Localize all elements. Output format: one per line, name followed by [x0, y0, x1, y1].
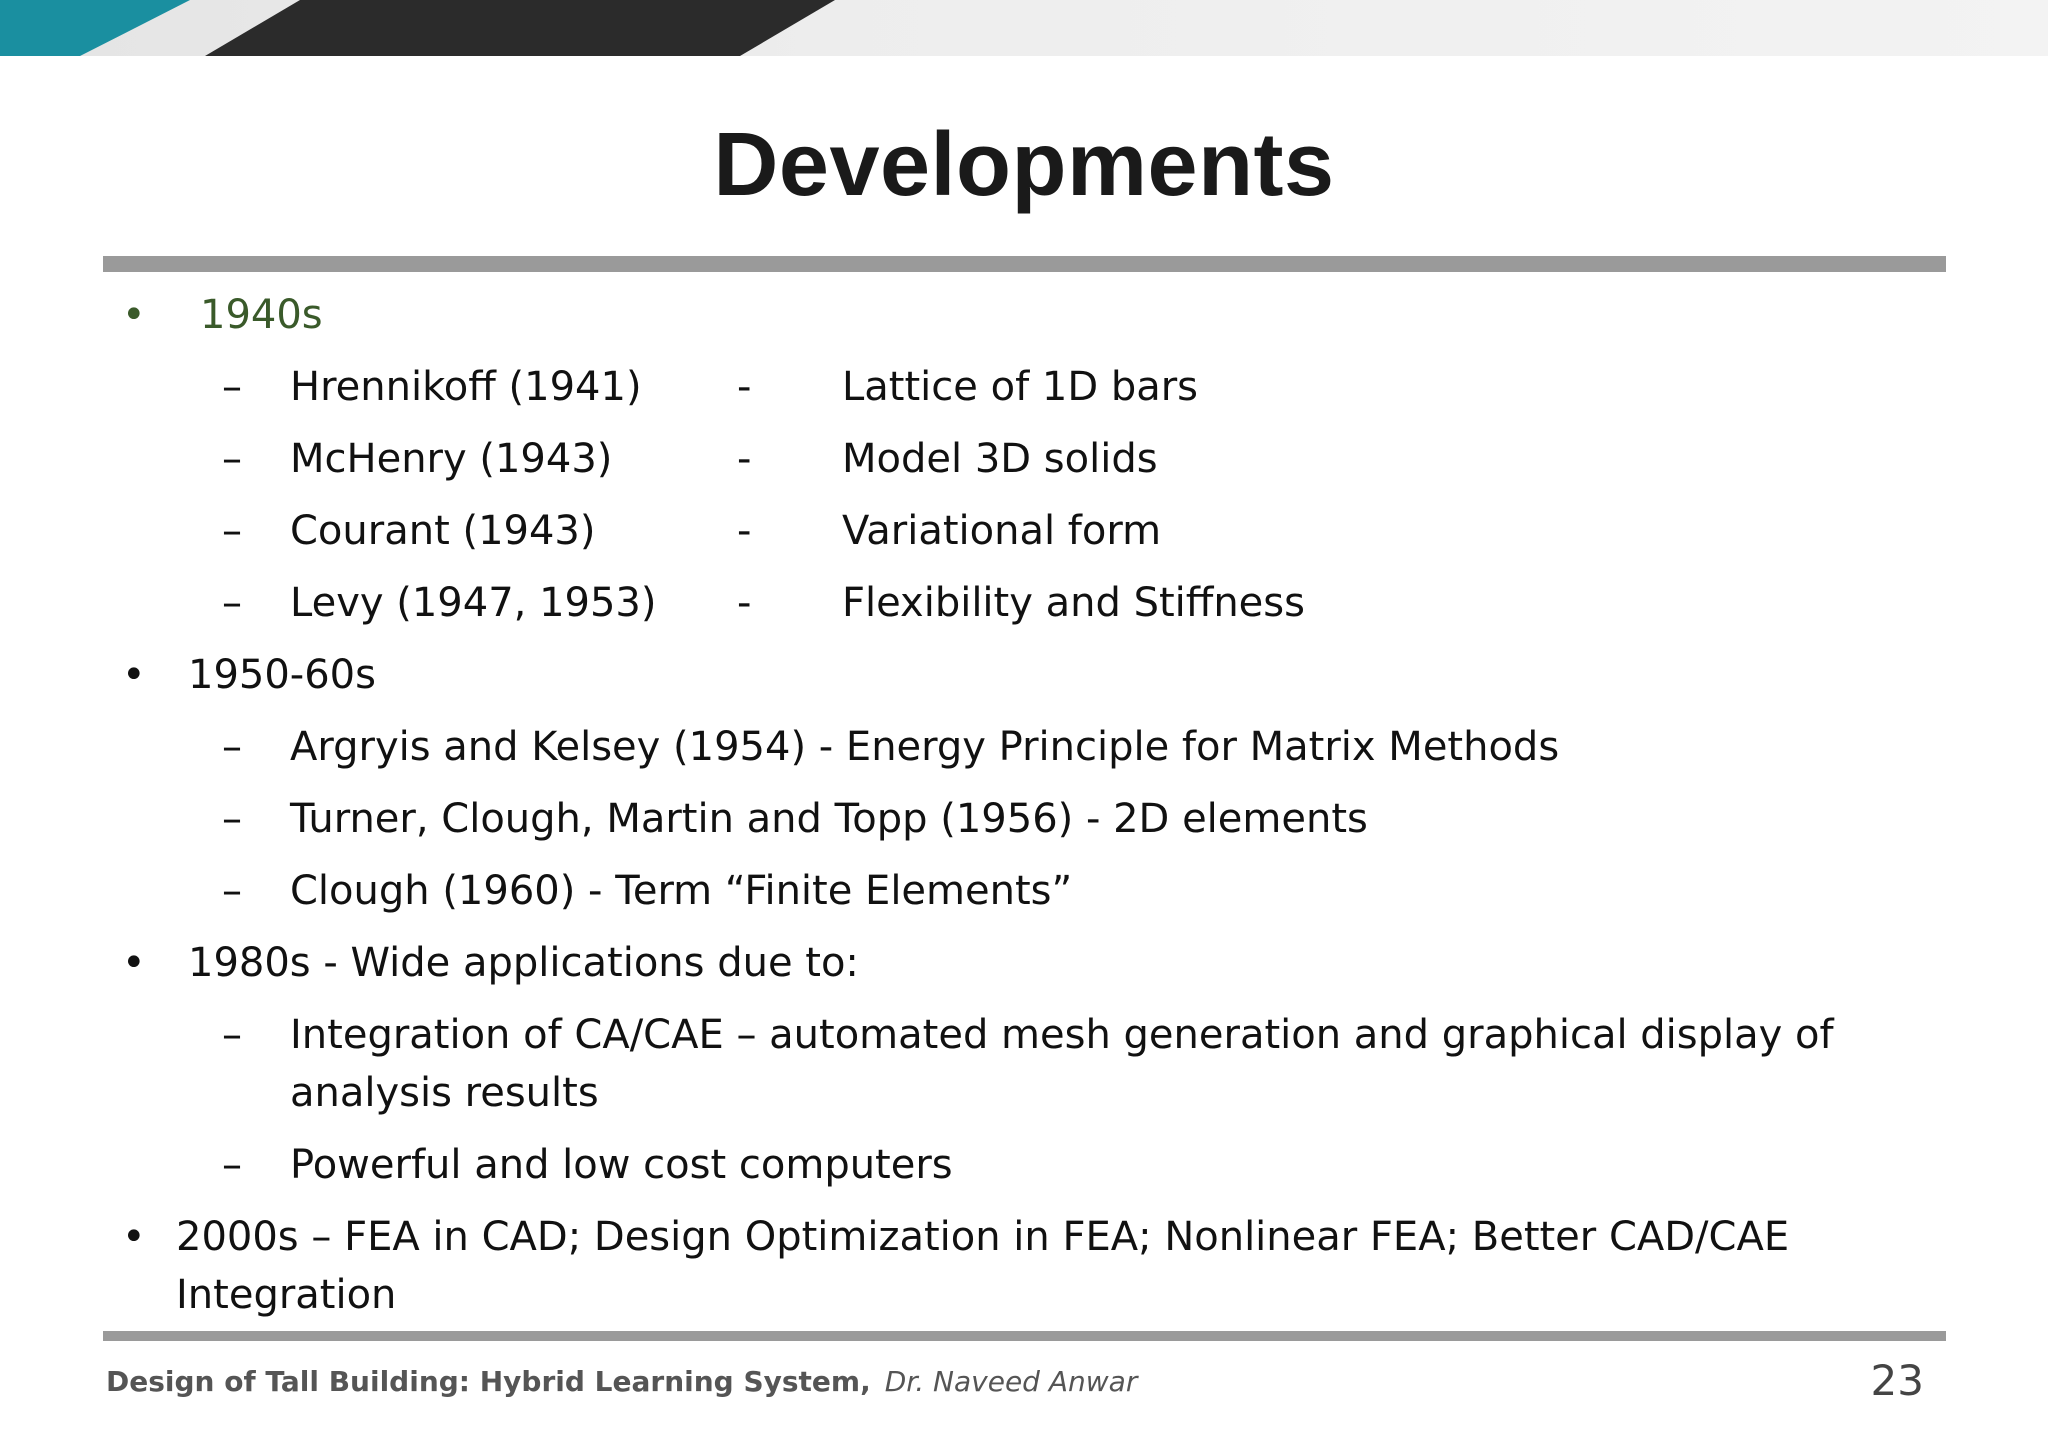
list-item: Turner, Clough, Martin and Topp (1956) - 2D elements: [290, 796, 1368, 842]
item-separator: -: [737, 364, 752, 410]
dark-accent-stripe: [205, 0, 835, 56]
dash-icon: –: [222, 868, 242, 914]
item-name: Courant (1943): [290, 508, 596, 554]
list-item: Clough (1960) - Term “Finite Elements”: [290, 868, 1073, 914]
item-description: Model 3D solids: [842, 436, 1158, 482]
bullet-icon: •: [122, 940, 146, 986]
dash-icon: –: [222, 508, 242, 554]
section-heading-2000s-line1: 2000s – FEA in CAD; Design Optimization in FEA; Nonlinear FEA; Better CAD/CAE: [176, 1214, 1790, 1260]
slide-title: Developments: [713, 115, 1335, 215]
item-name: Levy (1947, 1953): [290, 580, 657, 626]
dash-icon: –: [222, 364, 242, 410]
item-description: Variational form: [842, 508, 1162, 554]
section-heading-1950-60s: 1950-60s: [188, 652, 376, 698]
list-item: Powerful and low cost computers: [290, 1142, 953, 1188]
dash-icon: –: [222, 580, 242, 626]
section-heading-2000s-line2: Integration: [176, 1272, 397, 1318]
bullet-icon: •: [122, 652, 146, 698]
section-heading-1940s: 1940s: [200, 292, 323, 338]
item-separator: -: [737, 580, 752, 626]
item-separator: -: [737, 436, 752, 482]
section-heading-1980s: 1980s - Wide applications due to:: [188, 940, 859, 986]
title-divider: [103, 256, 1946, 272]
footer: [106, 1362, 1137, 1402]
dash-icon: –: [222, 796, 242, 842]
dash-icon: –: [222, 1142, 242, 1188]
page-number: 23: [1870, 1356, 1924, 1405]
list-item: Argryis and Kelsey (1954) - Energy Principle for Matrix Methods: [290, 724, 1560, 770]
footer-author: Dr. Naveed Anwar: [884, 1365, 1138, 1398]
list-item-line2: analysis results: [290, 1070, 599, 1116]
bullet-icon: •: [122, 1214, 146, 1260]
header-band-graphic: [0, 0, 2048, 56]
footer-course: Design of Tall Building: Hybrid Learning System,: [106, 1365, 871, 1398]
bullet-icon: •: [122, 292, 146, 338]
dash-icon: –: [222, 436, 242, 482]
list-item-line1: Integration of CA/CAE – automated mesh generation and graphical display of: [290, 1012, 1834, 1058]
item-description: Flexibility and Stiffness: [842, 580, 1305, 626]
footer-divider: [103, 1331, 1946, 1341]
item-name: McHenry (1943): [290, 436, 613, 482]
teal-accent-stripe: [0, 0, 190, 56]
item-name: Hrennikoff (1941): [290, 364, 642, 410]
dash-icon: –: [222, 724, 242, 770]
dash-icon: –: [222, 1012, 242, 1058]
item-description: Lattice of 1D bars: [842, 364, 1199, 410]
item-separator: -: [737, 508, 752, 554]
